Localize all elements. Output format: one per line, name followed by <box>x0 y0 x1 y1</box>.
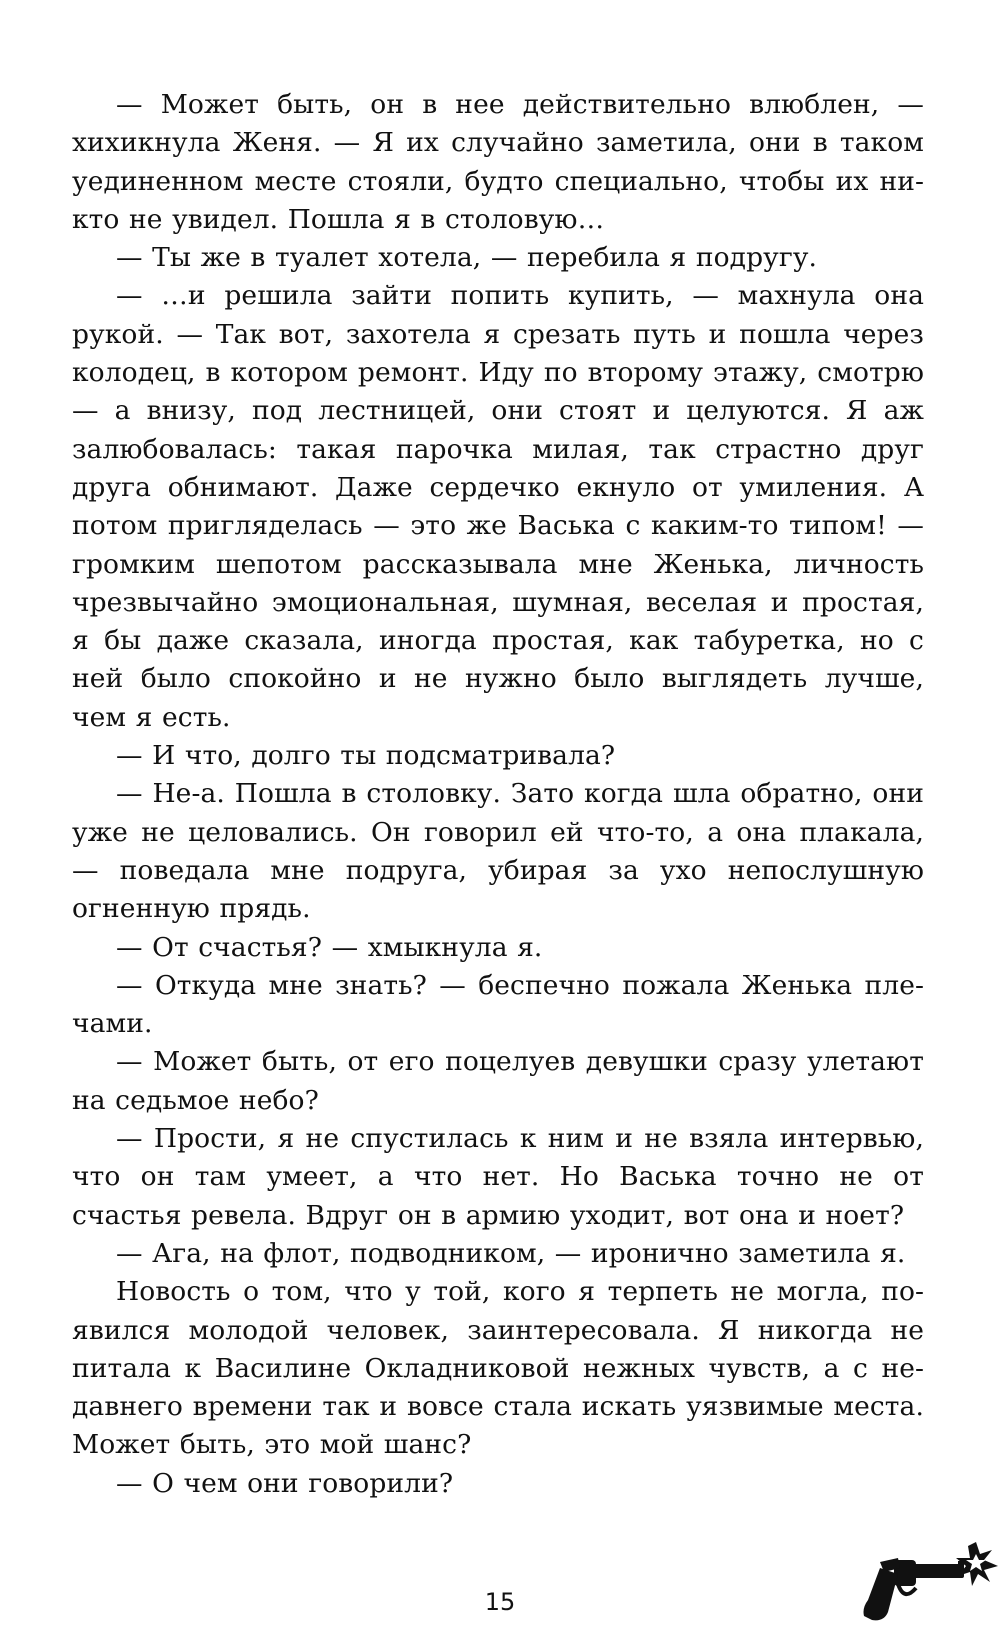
paragraph: — Ты же в туалет хотела, — перебила я подругу. <box>116 242 818 274</box>
paragraph: — Может быть, от его поцелуев девушки сразу улетают на седьмое небо? <box>72 1046 924 1116</box>
paragraph: — Откуда мне знать? — беспечно пожала Женька плечами. <box>72 969 924 1040</box>
paragraph: — Прости, я не спустилась к ним и не взяла интервью, что он там умеет, а что нет. Но Васька точно не от счастья ревела. Вдруг он в армию уходит, вот она и ноет? <box>72 1123 924 1231</box>
paragraph: Новость о том, что у той, кого я терпеть не могла, появился молодой человек, заинтересовала. Я никогда не питала к Василине Окладниковой нежных чувств, а с недавнего времени так и вовсе стала искать уязвимые места. Может быть, это мой шанс? <box>72 1276 924 1461</box>
paragraph: — О чем они говорили? <box>116 1467 454 1499</box>
paragraph: — От счастья? — хмыкнула я. <box>116 931 543 963</box>
paragraph: — …и решила зайти попить купить, — махнула она рукой. — Так вот, захотела я срезать путь и пошла через колодец, в котором ремонт. Иду по второму этажу, смотрю — а внизу, под лестницей, они стоят и целуются. Я аж залюбовалась: такая парочка милая, так страстно друг друга обнимают. Даже сердечко екнуло от умиления. А потом пригляделась — это же Васька с каким-то типом! — громким шепотом рассказывала мне Женька, личность чрезвычайно эмоциональная, шумная, веселая и простая, я бы даже сказала, иногда простая, как табуретка, но с ней было спокойно и не нужно было выглядеть лучше, чем я есть. <box>72 280 924 733</box>
paragraph: — Может быть, он в нее действительно влюблен, — хихикнула Женя. — Я их случайно заметила, они в таком уединенном месте стояли, будто специально, чтобы их никто не увидел. Пошла я в столовую… <box>72 89 924 235</box>
page-number: 15 <box>484 1588 516 1616</box>
revolver-icon <box>858 1528 1000 1628</box>
paragraph: — Не-а. Пошла в столовку. Зато когда шла обратно, они уже не целовались. Он говорил ей что-то, а она плакала, — поведала мне подруга, убирая за ухо непослушную огненную прядь. <box>72 778 924 925</box>
body-text <box>72 86 924 1503</box>
paragraph: — И что, долго ты подсматривала? <box>116 740 616 772</box>
paragraph: — Ага, на флот, подводником, — иронично заметила я. <box>116 1237 906 1269</box>
